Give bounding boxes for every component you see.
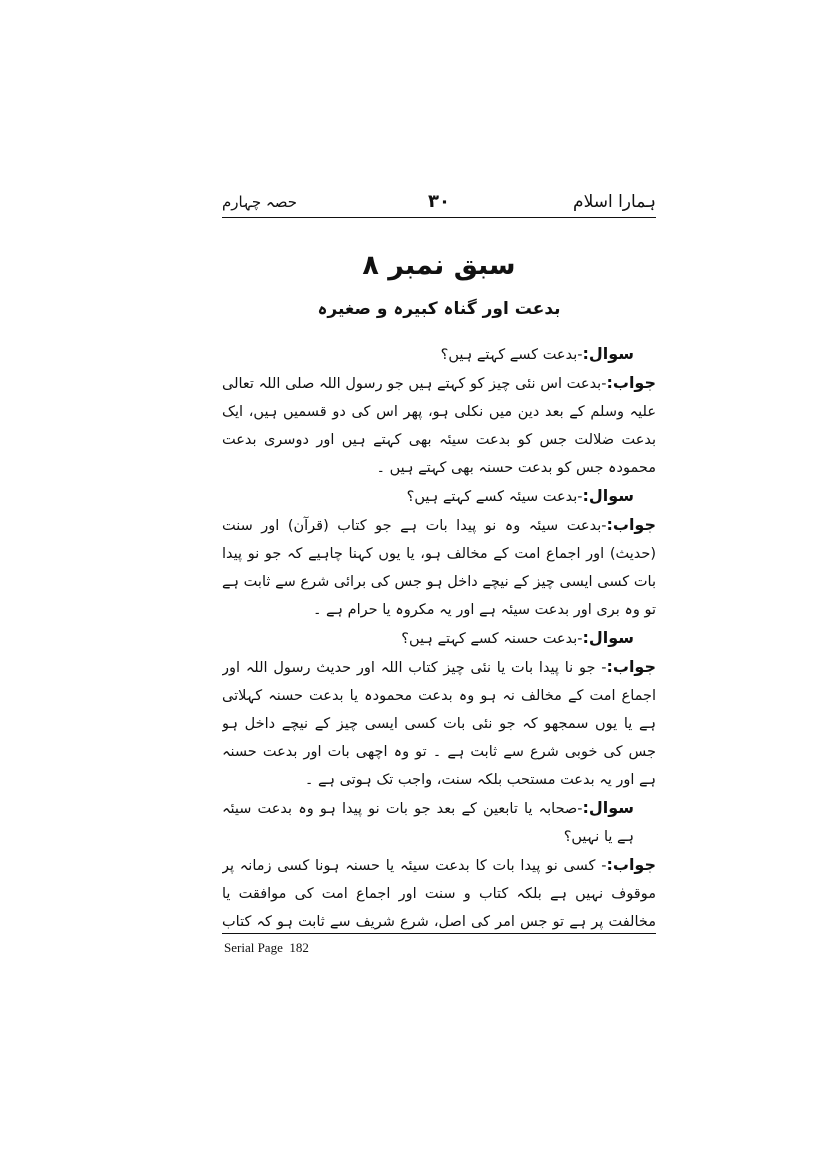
answer-label: جواب: (606, 515, 656, 534)
question-label: سوال: (582, 798, 634, 817)
question (222, 624, 656, 653)
answer-text: - جو نا پیدا بات یا نئی چیز کتاب اللہ اور حدیث رسول اللہ اور اجماع امت کے مخالف نہ ہو وہ بدعت محمودہ یا بدعت حسنہ کہلاتی ہے یا یوں سمجھو کہ جو نئی بات کسی ایسی چیز کے نیچے داخل ہو جس کی خوبی شرع سے ثابت ہے ۔ تو وہ اچھی بات اور بدعت حسنہ ہے اور یہ بدعت مستحب بلکہ سنت، واجب تک ہوتی ہے ۔ (222, 660, 656, 788)
answer-text: -بدعت سیئہ وہ نو پیدا بات ہے جو کتاب (قرآن) اور سنت (حدیث) اور اجماع امت کے مخالف ہو، یا یوں کہنا چاہیے کہ جو نو پیدا بات کسی ایسی چیز کے نیچے داخل ہو جس کی برائی شرع سے ثابت ہے تو وہ بری اور بدعت سیئہ ہے اور یہ مکروہ یا حرام ہے ۔ (222, 518, 656, 618)
page-header (222, 190, 656, 220)
lesson-subtitle: بدعت اور گناہ کبیرہ و صغیرہ (317, 299, 561, 319)
answer-label: جواب: (606, 657, 656, 676)
question-label: سوال: (582, 344, 634, 363)
answer-label: جواب: (606, 855, 656, 874)
header-divider (222, 217, 656, 218)
question (222, 794, 656, 851)
serial-label: Serial Page (224, 940, 283, 955)
book-part: حصہ چہارم (222, 193, 297, 211)
question-text: -بدعت حسنہ کسے کہتے ہیں؟ (401, 631, 583, 647)
answer-label: جواب: (606, 373, 656, 392)
question-text: -صحابہ یا تابعین کے بعد جو بات نو پیدا ہو وہ بدعت سیئہ ہے یا نہیں؟ (222, 801, 634, 845)
footer-divider (222, 933, 656, 934)
lesson-title: سبق نمبر ۸ (362, 250, 516, 281)
question-label: سوال: (582, 486, 634, 505)
answer (222, 653, 656, 794)
serial-page (224, 940, 309, 956)
answer-text: -بدعت اس نئی چیز کو کہتے ہیں جو رسول اللہ صلی اللہ تعالی علیہ وسلم کے بعد دین میں نکلی ہو، پھر اس کی دو قسمیں ہیں، ایک بدعت ضلالت جس کو بدعت سیئہ بھی کہتے ہیں اور دوسری بدعت محمودہ جس کو بدعت حسنہ بھی کہتے ہیں ۔ (222, 376, 656, 476)
question (222, 340, 656, 369)
answer (222, 511, 656, 624)
book-title: ہمارا اسلام (573, 192, 656, 212)
answer (222, 851, 656, 930)
serial-number: 182 (289, 940, 309, 955)
question-label: سوال: (582, 628, 634, 647)
page-number: ۳۰ (428, 191, 450, 212)
answer-text: - کسی نو پیدا بات کا بدعت سیئہ یا حسنہ ہونا کسی زمانہ پر موقوف نہیں ہے بلکہ کتاب و سنت اور اجماع امت کی موافقت یا مخالفت پر ہے تو جس امر کی اصل، شرع شریف سے ثابت ہو کہ کتاب (222, 858, 656, 930)
question-text: -بدعت کسے کہتے ہیں؟ (440, 347, 583, 363)
question (222, 482, 656, 511)
lesson-content (222, 340, 656, 930)
answer (222, 369, 656, 482)
question-text: -بدعت سیئہ کسے کہتے ہیں؟ (406, 489, 583, 505)
